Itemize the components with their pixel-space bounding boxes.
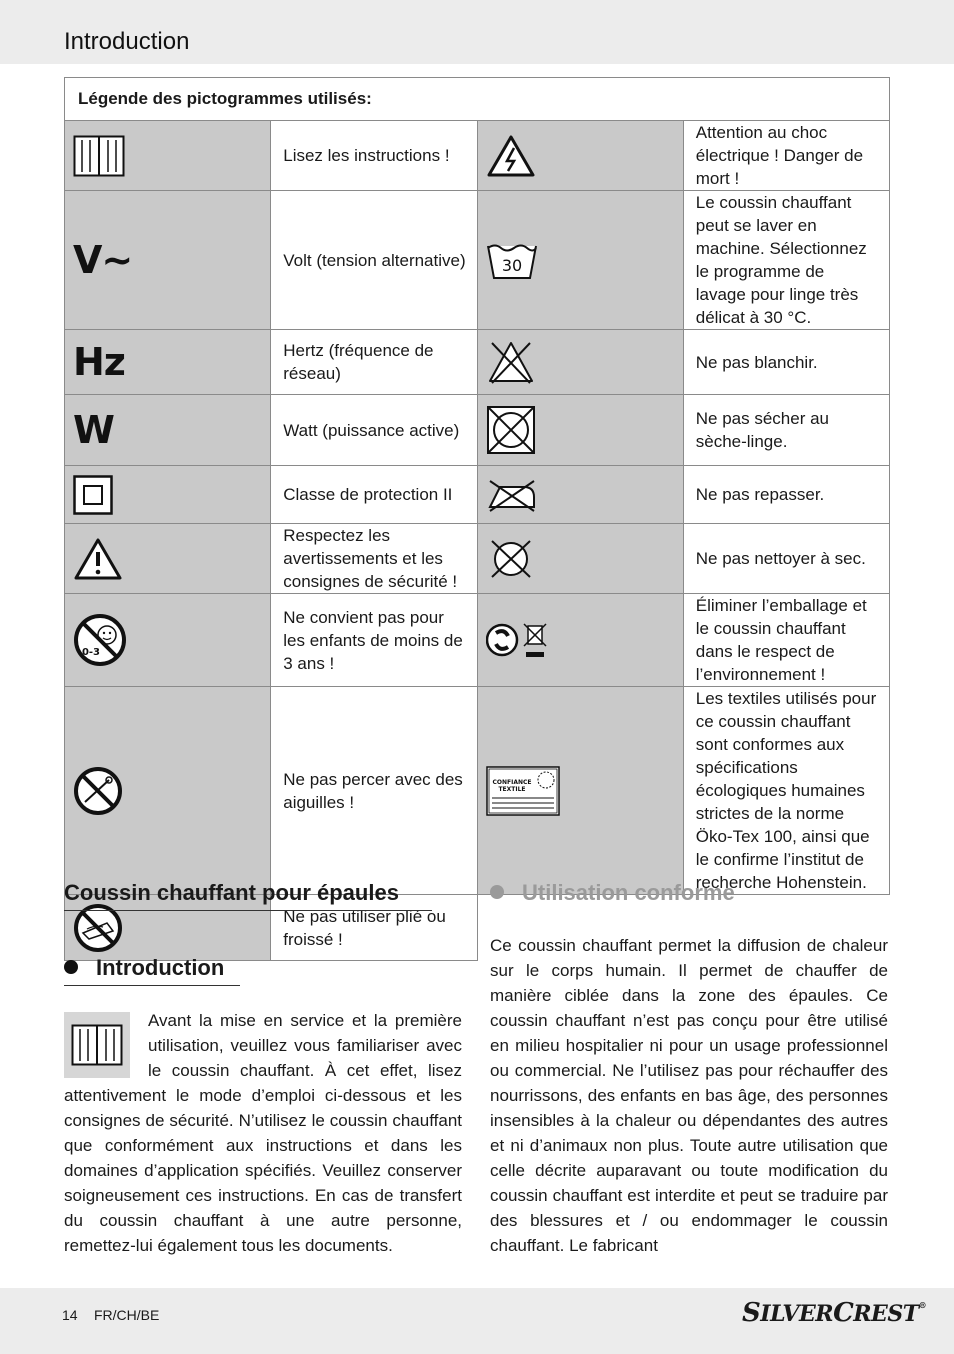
legend-icon-cell	[65, 191, 271, 330]
legend-text: Ne pas percer avec des aiguilles !	[271, 687, 477, 895]
float-spacer	[64, 1008, 148, 1080]
legend-icon-cell	[477, 687, 683, 895]
legend-text: Ne pas sécher au sèche-linge.	[683, 395, 889, 466]
intended-use-heading-text: Utilisation conforme	[522, 880, 735, 905]
legend-icon-cell	[65, 395, 271, 466]
page-title: Introduction	[64, 28, 190, 55]
legend-icon-cell	[477, 191, 683, 330]
no-iron-icon	[486, 477, 538, 513]
book-icon	[73, 135, 125, 177]
legend-text: Ne pas repasser.	[683, 466, 889, 524]
legend-icon-cell	[477, 330, 683, 395]
protection-class-2-icon	[73, 475, 113, 515]
intended-use-paragraph: Ce coussin chauffant permet la diffusion de chaleur sur le corps humain. Il permet de chauffer de manière ciblée dans la zone des épaules. Ce coussin chauffant n’est pas conçu pour être utilisé en milieu hospitalier ni pour un usage professionnel ou commercial. Ne l’utilisez pas pour réchauffer des nourrissons, des enfants en bas âge, des personnes insensibles à la chaleur ou dépendantes des autres et ni d’animaux non plus. Toute autre utilisation que celle décrite auparavant ou toute modification du coussin chauffant est interdite et peut se traduire par des blessures et / ou endommager le coussin chauffant. Le fabricant	[490, 936, 888, 1255]
no-tumble-dry-icon	[486, 405, 536, 455]
legend-text: Volt (tension alternative)	[271, 191, 477, 330]
legend-icon-cell	[65, 121, 271, 191]
no-needles-icon	[73, 766, 123, 816]
product-heading: Coussin chauffant pour épaules	[64, 880, 432, 911]
no-dry-clean-icon	[486, 537, 536, 581]
introduction-paragraph-text: Avant la mise en service et la première utilisation, veuillez vous familiariser avec le coussin chauffant. À cet effet, lisez attentivement le mode d’emploi ci-dessous et les consignes de sécurité. N’utilisez le coussin chauffant que conformément aux instructions et dans les domaines d’application spécifiés. Veuillez conserver soigneusement ces instructions. En cas de transfert du coussin chauffant à une autre personne, remettez-lui également tous les documents.	[64, 1011, 462, 1255]
oeko-label-line1: CONFIANCE	[491, 778, 532, 786]
legend-icon-cell	[477, 395, 683, 466]
no-bleach-icon	[486, 339, 536, 385]
age-range-label: 0-3	[81, 647, 101, 658]
bullet-icon	[64, 960, 78, 974]
oeko-label-line2: TEXTILE	[497, 785, 526, 793]
legend-text: Watt (puissance active)	[271, 395, 477, 466]
legend-text: Attention au choc électrique ! Danger de mort !	[683, 121, 889, 191]
pictogram-legend-table	[64, 77, 890, 961]
page-number: 14	[62, 1307, 78, 1323]
legend-icon-cell	[65, 330, 271, 395]
wash-temperature: 30	[501, 256, 522, 275]
legend-text: Ne pas nettoyer à sec.	[683, 524, 889, 594]
legend-text: Éliminer l’emballage et le coussin chauffant dans le respect de l’environnement !	[683, 594, 889, 687]
legend-text: Hertz (fréquence de réseau)	[271, 330, 477, 395]
electric-shock-warning-icon	[486, 134, 536, 178]
introduction-heading	[64, 955, 240, 986]
legend-text: Ne pas blanchir.	[683, 330, 889, 395]
volt-symbol: V~	[73, 238, 133, 282]
legend-icon-cell	[65, 466, 271, 524]
legend-text: Le coussin chauffant peut se laver en machine. Sélectionnez le programme de lavage pour linge très délicat à 30 °C.	[683, 191, 889, 330]
legend-heading: Légende des pictogrammes utilisés:	[65, 78, 890, 121]
legend-text: Lisez les instructions !	[271, 121, 477, 191]
legend-text: Les textiles utilisés pour ce coussin chauffant sont conformes aux spécifications écologiques humaines strictes de la norme Öko-Tex 100, ainsi que le confirme l’institut de recherche Hohenstein.	[683, 687, 889, 895]
bullet-icon	[490, 885, 504, 899]
intended-use-heading	[490, 880, 735, 906]
legend-icon-cell	[65, 524, 271, 594]
watt-symbol: W	[73, 408, 114, 452]
legend-text: Classe de protection II	[271, 466, 477, 524]
legend-icon-cell	[65, 594, 271, 687]
hertz-symbol: Hz	[73, 340, 125, 384]
legend-icon-cell	[477, 524, 683, 594]
locale-label: FR/CH/BE	[94, 1307, 160, 1323]
introduction-paragraph	[64, 1008, 462, 1258]
legend-text: Ne convient pas pour les enfants de moins de 3 ans !	[271, 594, 477, 687]
legend-text: Respectez les avertissements et les consignes de sécurité !	[271, 524, 477, 594]
oeko-tex-label-icon	[486, 766, 560, 816]
warning-icon	[73, 537, 123, 581]
introduction-heading-text: Introduction	[96, 955, 225, 980]
legend-icon-cell	[477, 121, 683, 191]
legend-icon-cell	[65, 687, 271, 895]
legend-text: Ne pas utiliser plié ou froissé !	[271, 895, 477, 961]
not-for-children-icon	[73, 613, 127, 667]
recycling-icon	[486, 620, 550, 660]
legend-icon-cell	[477, 594, 683, 687]
wash-30-icon	[486, 240, 538, 280]
brand-logo: SILVERCREST®	[742, 1298, 927, 1328]
legend-icon-cell	[477, 466, 683, 524]
